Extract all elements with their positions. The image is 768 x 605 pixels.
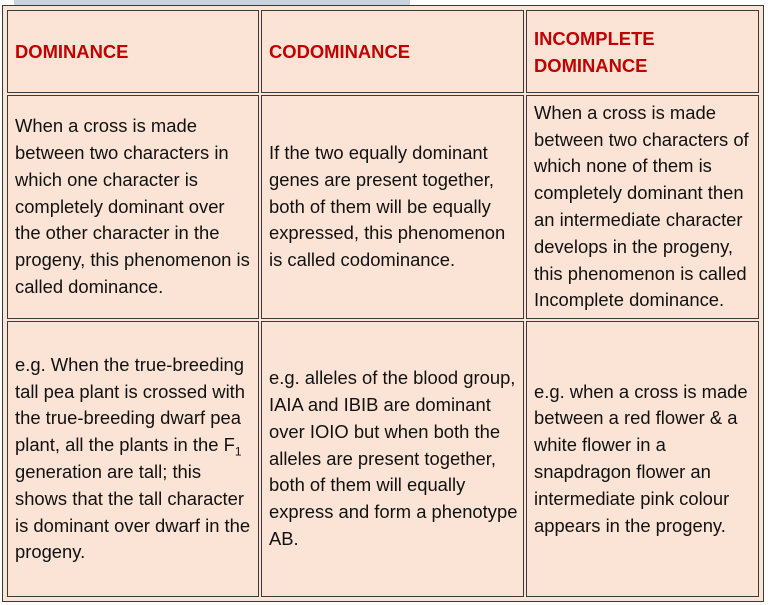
example-dominance-text-before: e.g. When the true-breeding tall pea plant is crossed with the true-breeding dwarf pea plant, all the plants in the F <box>15 353 245 456</box>
header-dominance-label: DOMINANCE <box>15 41 129 62</box>
example-row <box>7 321 759 597</box>
header-incomplete-dominance <box>526 10 759 93</box>
example-codominance <box>261 321 524 597</box>
header-incomplete-line2: DOMINANCE <box>534 54 648 76</box>
header-incomplete-line1: INCOMPLETE <box>534 27 655 49</box>
example-codominance-text: e.g. alleles of the blood group, IAIA and IBIB are dominant over IOIO but when both the alleles are present together, both of them will equally express and form a phenotype AB. <box>269 367 518 549</box>
header-row <box>7 10 759 93</box>
definition-incomplete <box>526 95 759 319</box>
definition-codominance-text: If the two equally dominant genes are present together, both of them will be equally expressed, this phenomenon is called codominance. <box>269 142 506 271</box>
definition-codominance <box>261 95 524 319</box>
example-incomplete <box>526 321 759 597</box>
header-codominance-label: CODOMINANCE <box>269 41 410 62</box>
example-incomplete-text: e.g. when a cross is made between a red flower & a white flower in a snapdragon flower an intermediate pink colour appears in the progeny. <box>534 380 748 536</box>
definition-incomplete-text: When a cross is made between two characters of which none of them is completely dominant then an intermediate character develops in the progeny, this phenomenon is called Incomplete dominance. <box>534 101 749 311</box>
definition-dominance <box>7 95 259 319</box>
definition-dominance-text: When a cross is made between two characters in which one character is completely dominant over the other character in the progeny, this phenomenon is called dominance. <box>15 115 250 297</box>
example-dominance-text-after: generation are tall; this shows that the tall character is dominant over dwarf in the progeny. <box>15 461 251 563</box>
dominance-comparison-table <box>5 8 761 599</box>
example-dominance <box>7 321 259 597</box>
header-codominance <box>261 10 524 93</box>
definition-row <box>7 95 759 319</box>
comparison-table-frame <box>2 5 764 602</box>
f1-subscript: 1 <box>234 444 242 459</box>
header-dominance <box>7 10 259 93</box>
